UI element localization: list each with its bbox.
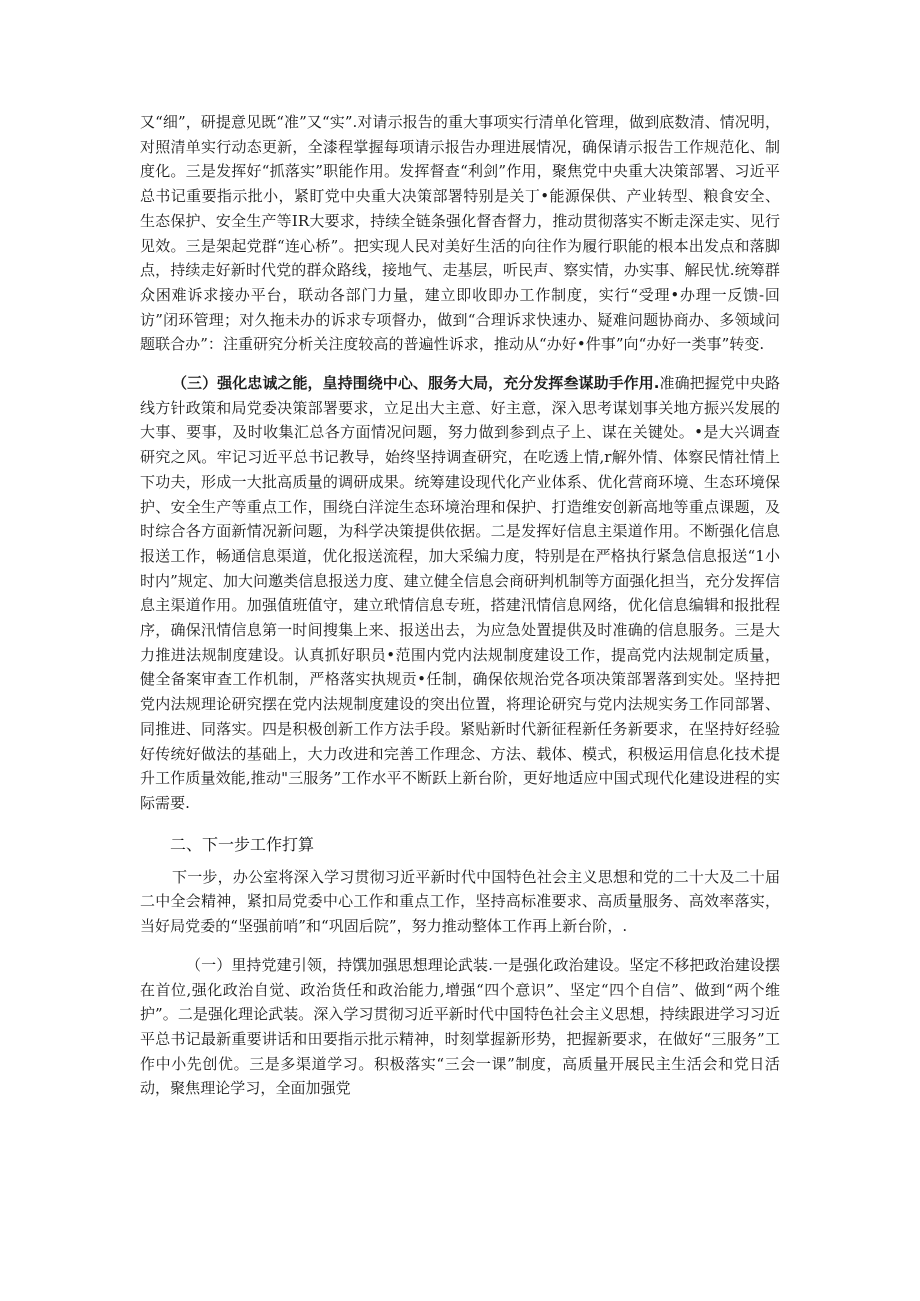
paragraph-spacer — [140, 816, 780, 831]
section-3-heading: （三）强化忠诚之能，皇持围绕中心、服务大局，充分发挥叁谋助手作用. — [172, 374, 660, 393]
body-paragraph-1: 又“细”，研提意见既“准”又“实”.对请示报告的重大事项实行清单化管理，做到底数清、情况明，对照清单实行动态更新，全漆程掌握每项请示报告办理进展情况，确保请示报告工作规范化、制度化。三是发挥好“抓落实”职能作用。发挥督查“利剑”作用，聚焦党中央重大决策部署、习近平总书记重要指示批小，紧盯党中央重大决策部署特别是关丁•能源保供、产业转型、粮食安全、生态保护、安全生产等IR大要求，持续全链条强化督杳督力，推动贯彻落实不断走深走实、见行见效。三是架起党群“连心桥”。把实现人民对美好生活的向往作为履行职能的根本出发点和落脚点，持续走好新时代党的群众路线，接地气、走基层，听民声、察实情，办实事、解民忧.统筹群众困难诉求接办平台，联动各部门力量，建立即收即办工作制度，实行“受理•办理一反馈-回访”闭环管理；对久拖未办的诉求专项督办，做到“合理诉求快速办、疑难问题协商办、多领域问题联合办”：注重研究分析关注度较高的普遍性诉求，推动从“办好•件事”向“办好一类事”转变. — [140, 113, 780, 354]
part-2-intro: 下一步，办公室将深入学习贯彻习近平新时代中国特色社会主义思想和党的二十大及二十届二中全会精神，紧扣局党委中心工作和重点工作，坚持高标准要求、高质量服务、高效率落实，当好局党委的“坚强前哨”和“巩固后院”，努力推动整体工作再上新台阶，. — [140, 867, 780, 936]
section-3-body: 准确把握党中央路线方针政策和局党委决策部署要求，立足出大主意、好主意，深入思考谋划事关地方振兴发展的大事、要事，及时收集汇总各方面情况问题，努力做到参到点子上、谋在关键处。•是大兴调查研究之风。牢记习近平总书记教导，始终坚持调查研究，在吃透上情,r解外情、体察民情社情上下功夫，形成一大批高质量的调研成果。统筹建设现代化产业体系、优化营商环境、生态环境保护、安全生产等重点工作，围绕白洋淀生态环境治理和保护、打造维安创新高地等重点课题，及时综合各方面新情况新问题，为科学决策提供依据。二是发挥好信息主渠道作用。不断强化信息报送工作，畅通信息渠道，优化报送流程，加大采编力度，特别是在严格执行紧急信息报送“1小时内”规定、加大问邀类信息报送力度、建立健全信息会商研判机制等方面强化担当，充分发挥信息主渠道作用。加强值班值守，建立玳情信息专班，搭建汛情信息网络，优化信息编辑和报批程序，确保汛情信息第一时间搜集上来、报送出去，为应急处置提供及时准确的信息服务。三是大力推进法规制度建设。认真抓好职员•范围内党内法规制度建设工作，提高党内法规制定质量，健全备案审查工作机制，严格落实执规贡•任制，确保依规治党各项决策部署落到实处。坚持把党内法规理论研究摆在党内法规制度建设的突出位置，将理论研究与党内法规实务工作同部署、同推进、同落实。四是积极创新工作方法手段。紧贴新时代新征程新任务新要求，在坚持好经验好传统好做法的基础上，大力改进和完善工作理念、方法、载体、模式，积极运用信息化技术提升工作质量效能,推动"三服务”工作水平不断跃上新台阶，更好地适应中国式现代化建设进程的实际需要. — [140, 374, 780, 812]
part-2-heading: 二、下一步工作打算 — [170, 834, 315, 854]
section-3-paragraph — [140, 371, 780, 816]
paragraph-spacer — [140, 939, 780, 953]
part-2-item-1: （一）里持党建引领，持馔加强思想理论武装.一是强化政治建设。坚定不移把政治建设摆在首位,强化政治自觉、政治货任和政治能力,增强“四个意识”、坚定“四个自信”、做到“两个维护”。二是强化理论武装。深入学习贯彻习近平新时代中国特色社会主义思想，持续跟进学习习近平总书记最新重要讲话和田要指示批示精神，时刻掌握新形势，把握新要求，在做好“三服务”工作中小先创优。三是多渠道学习。积极落实“三会一课”制度，高质量开展民主生活会和党日活动，聚焦理论学习，全面加强党 — [140, 955, 780, 1098]
paragraph-spacer — [140, 357, 780, 371]
